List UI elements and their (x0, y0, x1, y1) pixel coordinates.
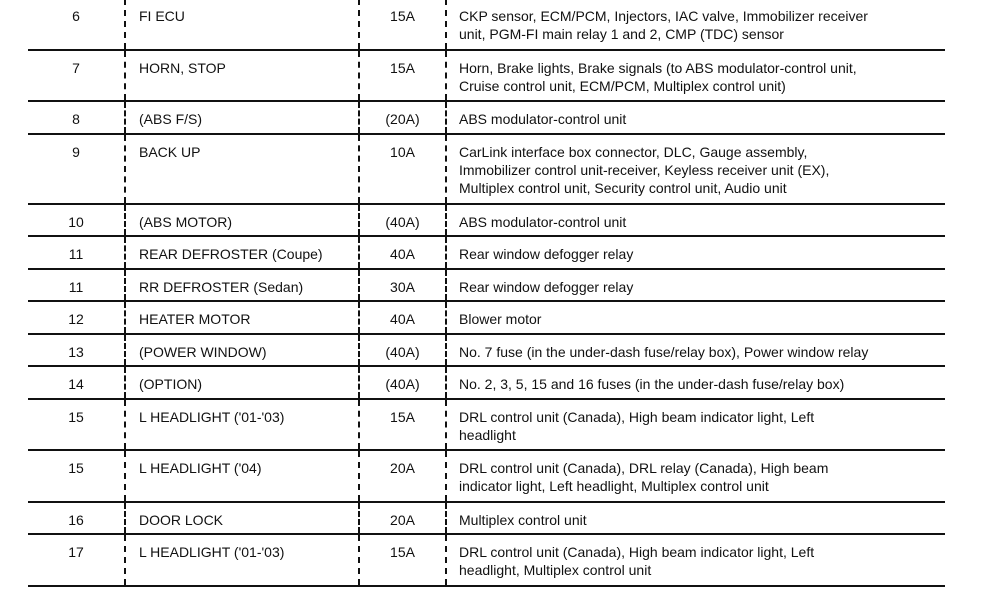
components-protected (445, 400, 945, 450)
circuit-name: L HEADLIGHT ('01-'03) (124, 535, 358, 585)
circuit-name: L HEADLIGHT ('01-'03) (124, 400, 358, 450)
components-protected (445, 0, 945, 49)
component-line: indicator light, Left headlight, Multiplex control unit (459, 478, 769, 494)
fuse-number: 13 (68, 343, 84, 360)
component-line: ABS modulator-control unit (459, 213, 627, 230)
fuse-rating: (20A) (358, 102, 445, 133)
circuit-name: RR DEFROSTER (Sedan) (124, 270, 358, 301)
circuit-name: (ABS F/S) (124, 102, 358, 133)
table-row (28, 205, 945, 238)
table-row (28, 451, 945, 503)
table-row (28, 270, 945, 303)
component-line: No. 2, 3, 5, 15 and 16 fuses (in the under-dash fuse/relay box) (459, 376, 845, 392)
table-row (28, 51, 945, 103)
components-protected (445, 335, 945, 366)
fuse-number: 7 (72, 59, 80, 76)
components-protected (445, 237, 945, 268)
components-protected (445, 51, 945, 101)
fuse-number: 14 (68, 376, 84, 392)
component-line: DRL control unit (Canada), High beam indicator light, Left (459, 544, 815, 560)
components-protected (445, 535, 945, 585)
circuit-name: FI ECU (124, 0, 358, 49)
component-line: CKP sensor, ECM/PCM, Injectors, IAC valve, Immobilizer receiver (459, 8, 868, 24)
table-row (28, 302, 945, 335)
table-row (28, 102, 945, 135)
fuse-rating: 20A (358, 503, 445, 534)
components-protected (445, 302, 945, 333)
fuse-rating: 15A (358, 535, 445, 585)
fuse-number: 10 (68, 213, 84, 230)
component-line: DRL control unit (Canada), DRL relay (Canada), High beam (459, 460, 829, 476)
fuse-rating: 15A (358, 51, 445, 101)
fuse-rating: 15A (358, 0, 445, 49)
circuit-name: HORN, STOP (124, 51, 358, 101)
fuse-number: 17 (68, 544, 84, 560)
fuse-rating: 40A (358, 302, 445, 333)
fuse-rating: (40A) (358, 205, 445, 236)
fuse-rating: 30A (358, 270, 445, 301)
component-line: Multiplex control unit, Security control unit, Audio unit (459, 179, 787, 196)
circuit-name: (POWER WINDOW) (124, 335, 358, 366)
component-line: DRL control unit (Canada), High beam indicator light, Left (459, 408, 815, 425)
component-line: headlight (459, 426, 516, 443)
fuse-number: 6 (72, 8, 80, 24)
fuse-rating: 40A (358, 237, 445, 268)
fuse-number: 12 (68, 311, 84, 327)
component-line: Immobilizer control unit-receiver, Keyless receiver unit (EX), (459, 161, 830, 178)
fuse-number: 15 (68, 408, 84, 425)
components-protected (445, 102, 945, 133)
fuse-number: 9 (72, 143, 80, 160)
component-line: Cruise control unit, ECM/PCM, Multiplex control unit) (459, 77, 786, 94)
components-protected (445, 135, 945, 203)
table-row (28, 335, 945, 368)
circuit-name: (OPTION) (124, 367, 358, 398)
table-row (28, 237, 945, 270)
circuit-name: HEATER MOTOR (124, 302, 358, 333)
table-row (28, 503, 945, 536)
fuse-rating: (40A) (358, 335, 445, 366)
circuit-name: L HEADLIGHT ('04) (124, 451, 358, 501)
fuse-number: 8 (72, 111, 80, 127)
component-line: CarLink interface box connector, DLC, Gauge assembly, (459, 143, 808, 160)
component-line: Multiplex control unit (459, 511, 587, 528)
fuse-rating: 20A (358, 451, 445, 501)
circuit-name: BACK UP (124, 135, 358, 203)
component-line: Rear window defogger relay (459, 246, 634, 262)
components-protected (445, 205, 945, 236)
component-line: unit, PGM-FI main relay 1 and 2, CMP (TDC) sensor (459, 26, 784, 42)
fuse-rating: 15A (358, 400, 445, 450)
fuse-number: 15 (68, 460, 84, 476)
component-line: Rear window defogger relay (459, 278, 634, 295)
table-row (28, 135, 945, 205)
circuit-name: (ABS MOTOR) (124, 205, 358, 236)
fuse-rating: 10A (358, 135, 445, 203)
fuse-number: 16 (68, 511, 84, 528)
component-line: No. 7 fuse (in the under-dash fuse/relay box), Power window relay (459, 343, 869, 360)
fuse-number: 11 (68, 246, 84, 262)
component-line: Blower motor (459, 311, 542, 327)
component-line: headlight, Multiplex control unit (459, 562, 652, 578)
components-protected (445, 270, 945, 301)
fuse-rating: (40A) (358, 367, 445, 398)
components-protected (445, 503, 945, 534)
circuit-name: REAR DEFROSTER (Coupe) (124, 237, 358, 268)
fuse-number: 11 (68, 278, 84, 295)
fuse-table (28, 0, 945, 587)
table-row (28, 400, 945, 452)
components-protected (445, 451, 945, 501)
table-row (28, 367, 945, 400)
components-protected (445, 367, 945, 398)
circuit-name: DOOR LOCK (124, 503, 358, 534)
table-row (28, 0, 945, 51)
component-line: Horn, Brake lights, Brake signals (to ABS modulator-control unit, (459, 59, 857, 76)
component-line: ABS modulator-control unit (459, 111, 627, 127)
table-row (28, 535, 945, 587)
